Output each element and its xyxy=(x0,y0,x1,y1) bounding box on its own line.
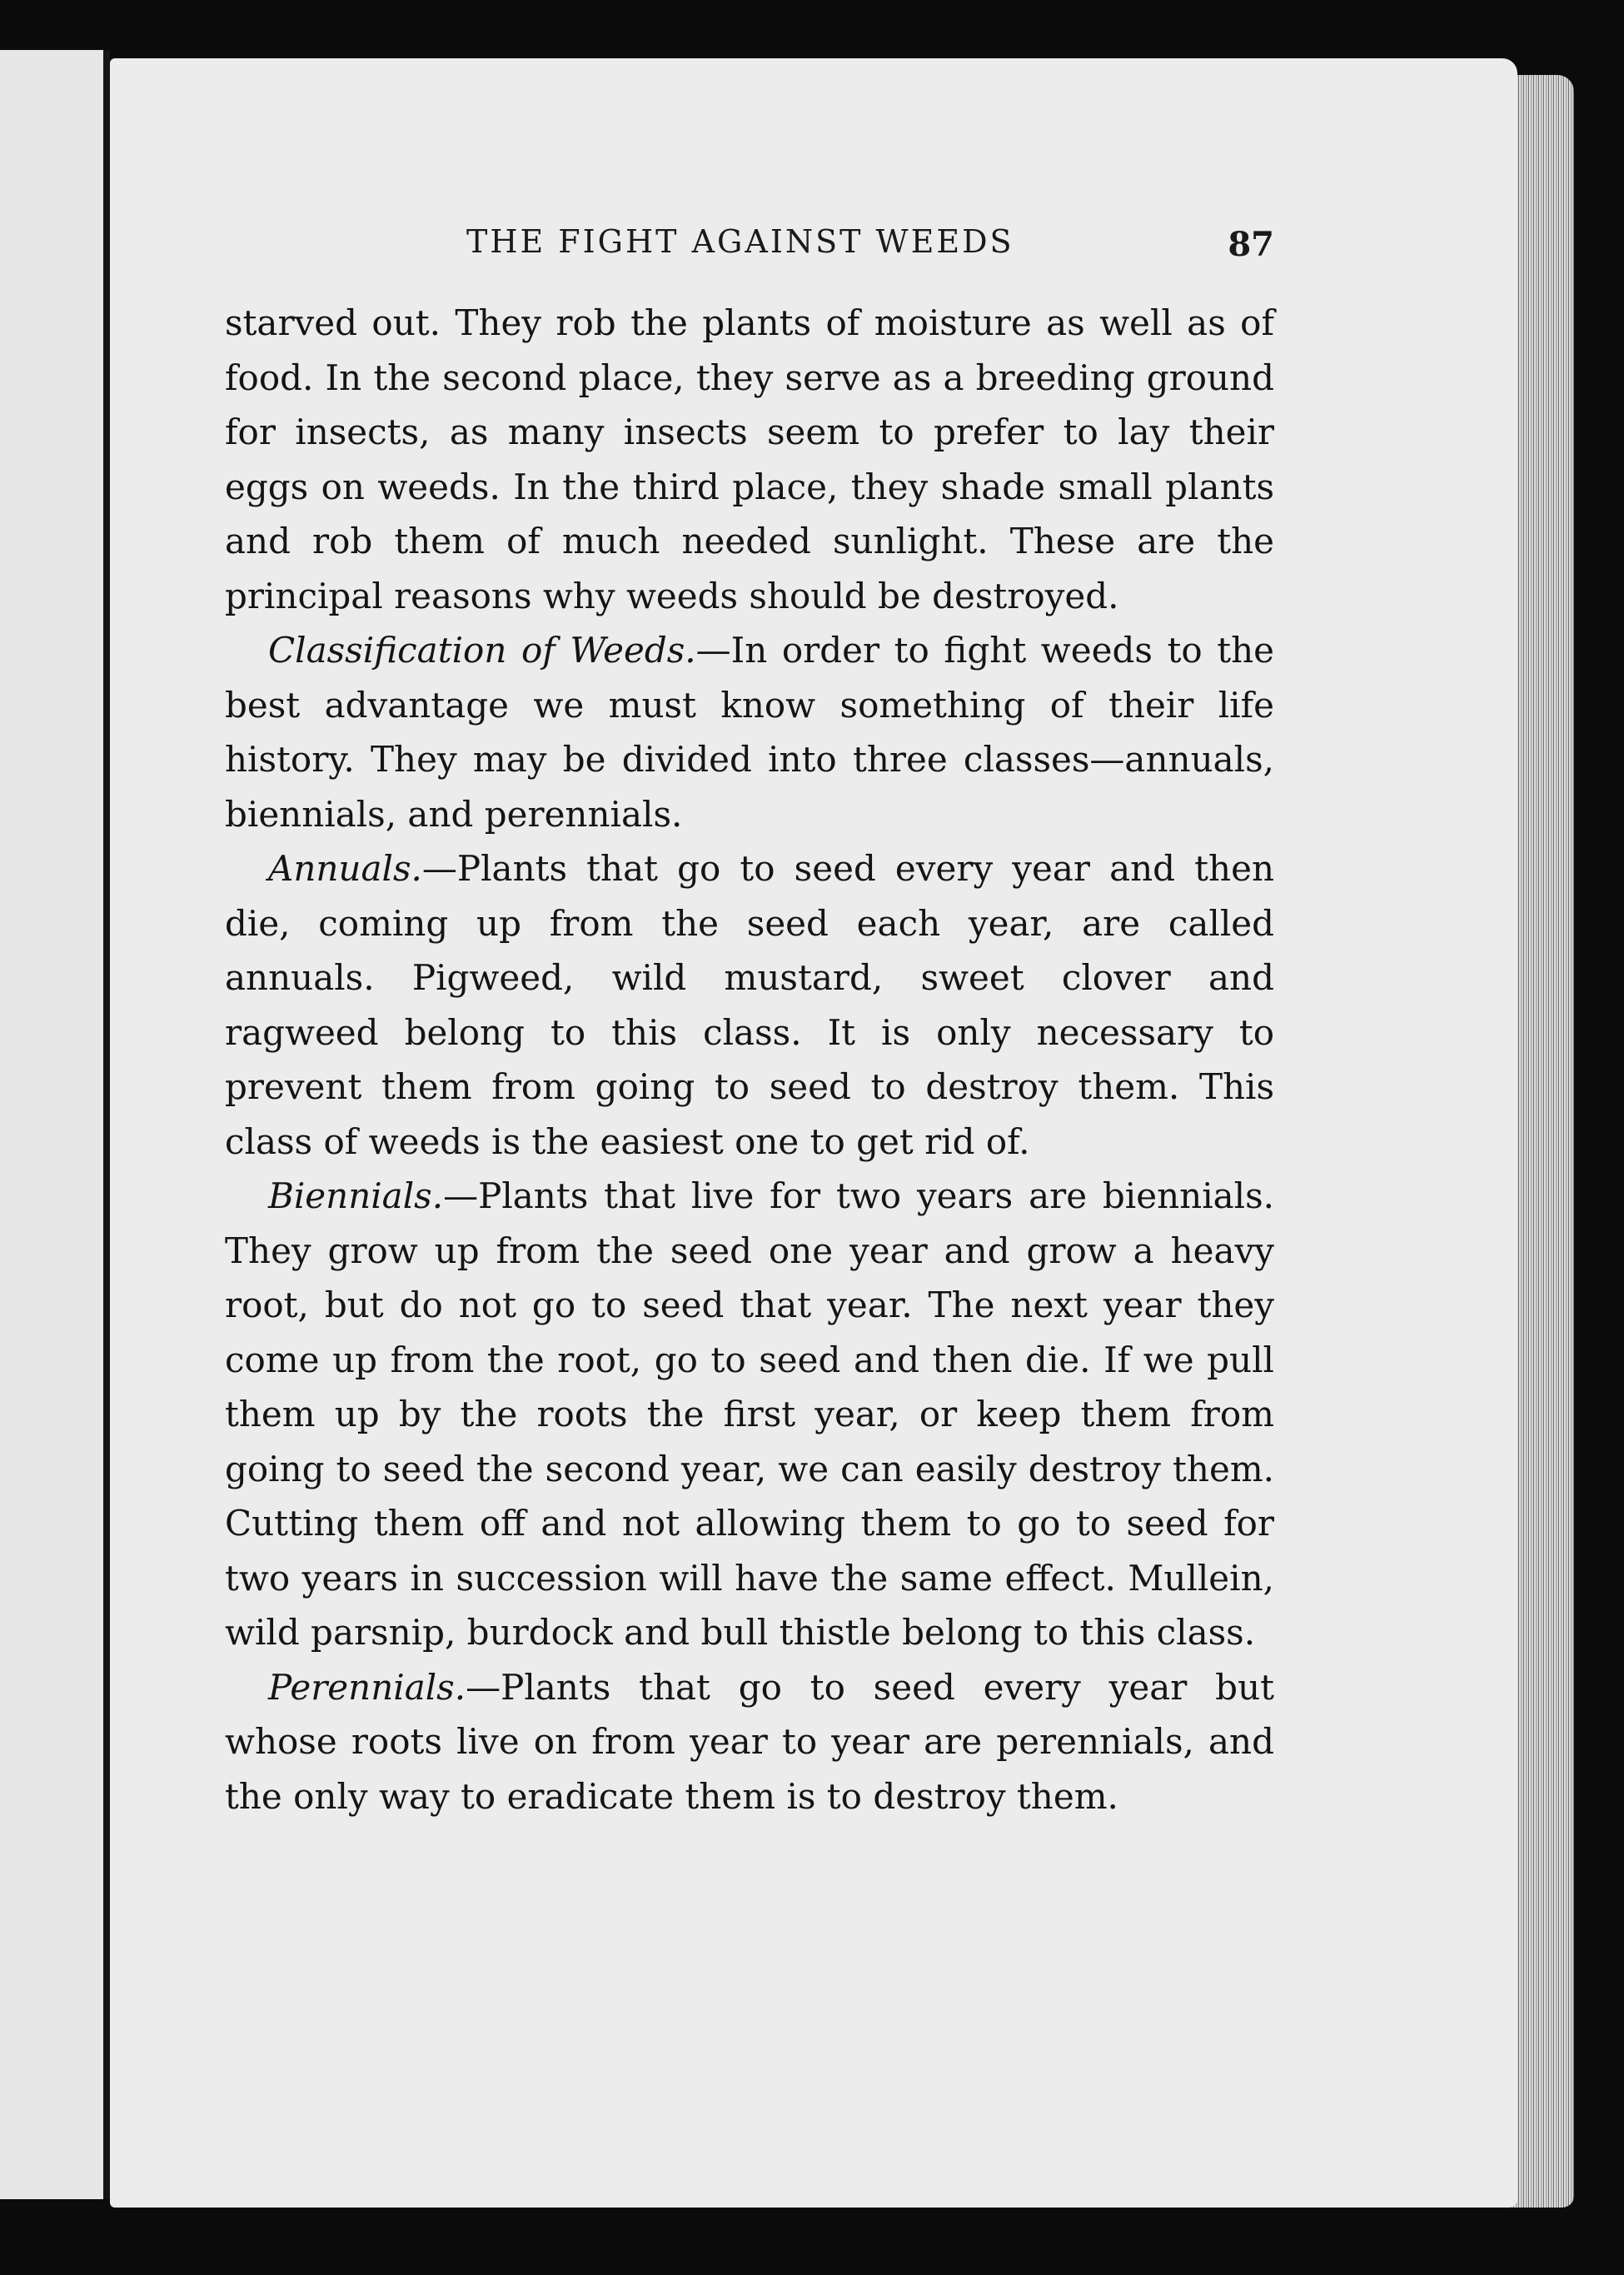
paragraph-text: starved out. They rob the plants of moisture as well as of food. In the second place, they serve as a breeding ground for insects, as many insects seem to prefer to lay their eggs on weeds. In the third place, they shade small plants and rob them of much needed sunlight. These are the principal reasons why weeds should be destroyed. xyxy=(225,302,1274,616)
paragraph-classification xyxy=(225,623,1274,841)
page-edges xyxy=(1512,75,1574,2208)
paragraph-text: —Plants that go to seed every year but whose roots live on from year to year are perennials, and the only way to eradicate them is to destroy them. xyxy=(225,1666,1274,1817)
page-header xyxy=(466,218,1274,268)
paragraph-text: —In order to fight weeds to the best advantage we must know something of their life history. They may be divided into three classes—annuals, biennials, and perennials. xyxy=(225,630,1274,835)
paragraph-continuation xyxy=(225,296,1274,623)
section-heading: Classification of Weeds. xyxy=(268,630,696,671)
paragraph-annuals xyxy=(225,841,1274,1169)
paragraph-biennials xyxy=(225,1169,1274,1660)
section-heading: Biennials. xyxy=(268,1175,444,1216)
page-number: 87 xyxy=(1228,225,1274,264)
facing-page-edge xyxy=(0,50,108,2199)
running-head: THE FIGHT AGAINST WEEDS xyxy=(466,223,1014,260)
section-heading: Perennials. xyxy=(268,1666,466,1708)
section-heading: Annuals. xyxy=(268,848,422,889)
paragraph-perennials xyxy=(225,1660,1274,1824)
paragraph-text: —Plants that live for two years are biennials. They grow up from the seed one year and grow a heavy root, but do not go to seed that year. The next year they come up from the root, go to seed and then die. If we pull them up by the roots the first year, or keep them from going to seed the second year, we can easily destroy them. Cutting them off and not allowing them to go to seed for two years in succession will have the same effect. Mullein, wild parsnip, burdock and bull thistle belong to this class. xyxy=(225,1175,1274,1653)
book-gutter xyxy=(103,50,110,2199)
page-body xyxy=(225,296,1274,1823)
paragraph-text: —Plants that go to seed every year and then die, coming up from the seed each year, are called annuals. Pigweed, wild mustard, sweet clover and ragweed belong to this class. It is only necessary to prevent them from going to seed to destroy them. This class of weeds is the easiest one to get rid of. xyxy=(225,848,1274,1162)
